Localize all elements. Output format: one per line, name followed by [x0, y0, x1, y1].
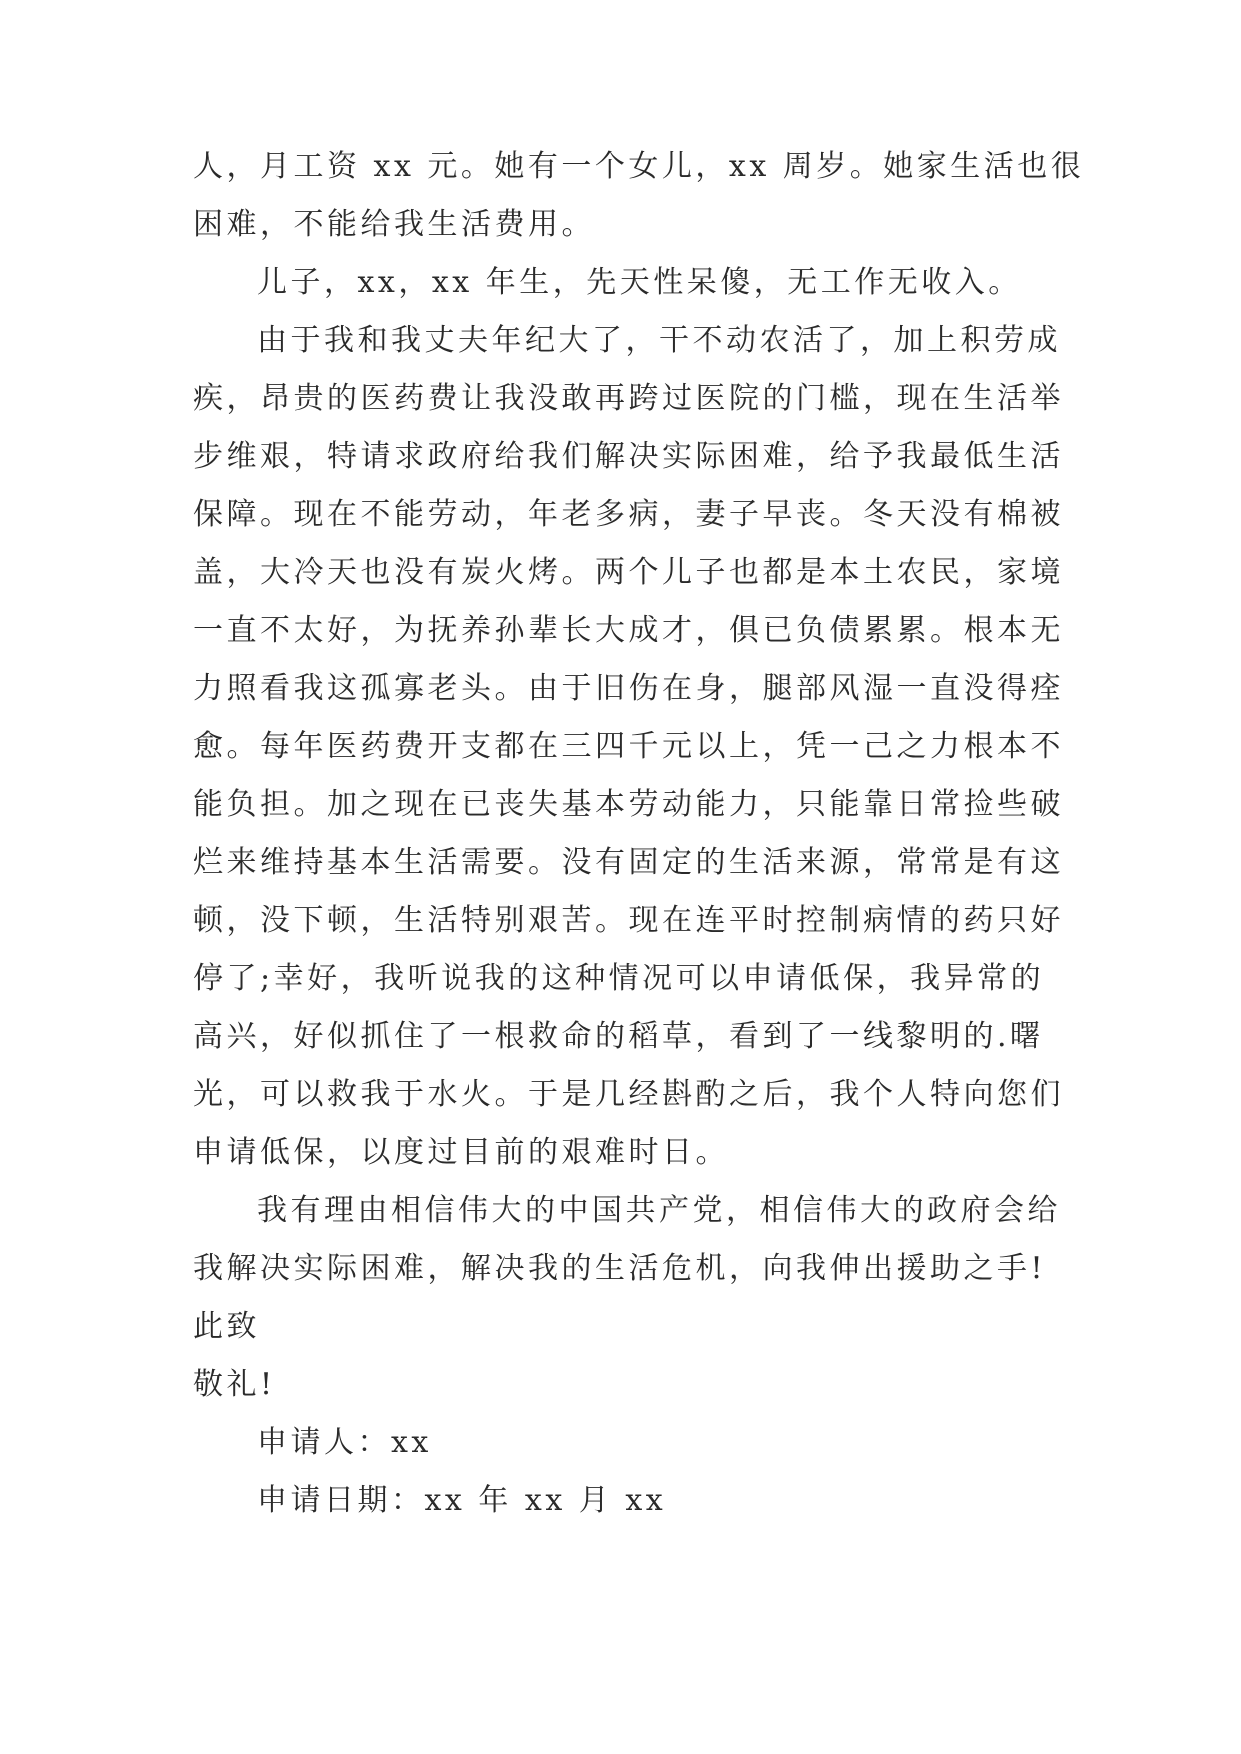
- hardship-paragraph-line-1: 由于我和我丈夫年纪大了，干不动农活了，加上积劳成: [257, 323, 1061, 358]
- hardship-paragraph-line-9: 能负担。加之现在已丧失基本劳动能力，只能靠日常捡些破: [193, 787, 1064, 822]
- hardship-paragraph-line-6: 一直不太好，为抚养孙辈长大成才，俱已负债累累。根本无: [193, 613, 1064, 648]
- hardship-paragraph-line-2: 疾，昂贵的医药费让我没敢再跨过医院的门槛，现在生活举: [193, 381, 1064, 416]
- hardship-paragraph-line-12: 停了;幸好，我听说我的这种情况可以申请低保，我异常的: [193, 961, 1045, 996]
- applicant-name: 申请人：xx: [257, 1425, 432, 1460]
- hardship-paragraph-line-4: 保障。现在不能劳动，年老多病，妻子早丧。冬天没有棉被: [193, 497, 1064, 532]
- body-line-2: 困难，不能给我生活费用。: [193, 207, 595, 242]
- hardship-paragraph-line-8: 愈。每年医药费开支都在三四千元以上，凭一己之力根本不: [193, 729, 1064, 764]
- hardship-paragraph-line-5: 盖，大冷天也没有炭火烤。两个儿子也都是本土农民，家境: [193, 555, 1064, 590]
- trust-paragraph-line-2: 我解决实际困难，解决我的生活危机，向我伸出援助之手!: [193, 1251, 1047, 1286]
- hardship-paragraph-line-10: 烂来维持基本生活需要。没有固定的生活来源，常常是有这: [193, 845, 1064, 880]
- body-line-1: 人，月工资 xx 元。她有一个女儿，xx 周岁。她家生活也很: [193, 149, 1085, 184]
- hardship-paragraph-line-3: 步维艰，特请求政府给我们解决实际困难，给予我最低生活: [193, 439, 1064, 474]
- document-page: [193, 138, 1085, 1530]
- hardship-paragraph-line-13: 高兴，好似抓住了一根救命的稻草，看到了一线黎明的.曙: [193, 1019, 1044, 1054]
- hardship-paragraph-line-7: 力照看我这孤寡老头。由于旧伤在身，腿部风湿一直没得痊: [193, 671, 1064, 706]
- closing-salutation: 此致: [193, 1309, 260, 1344]
- hardship-paragraph-line-11: 顿，没下顿，生活特别艰苦。现在连平时控制病情的药只好: [193, 903, 1064, 938]
- application-date: 申请日期：xx 年 xx 月 xx: [257, 1483, 667, 1518]
- hardship-paragraph-line-15: 申请低保，以度过目前的艰难时日。: [193, 1135, 729, 1170]
- trust-paragraph-line-1: 我有理由相信伟大的中国共产党，相信伟大的政府会给: [257, 1193, 1061, 1228]
- hardship-paragraph-line-14: 光，可以救我于水火。于是几经斟酌之后，我个人特向您们: [193, 1077, 1064, 1112]
- son-paragraph: 儿子，xx，xx 年生，先天性呆傻，无工作无收入。: [257, 265, 1022, 300]
- closing-regards: 敬礼!: [193, 1367, 276, 1402]
